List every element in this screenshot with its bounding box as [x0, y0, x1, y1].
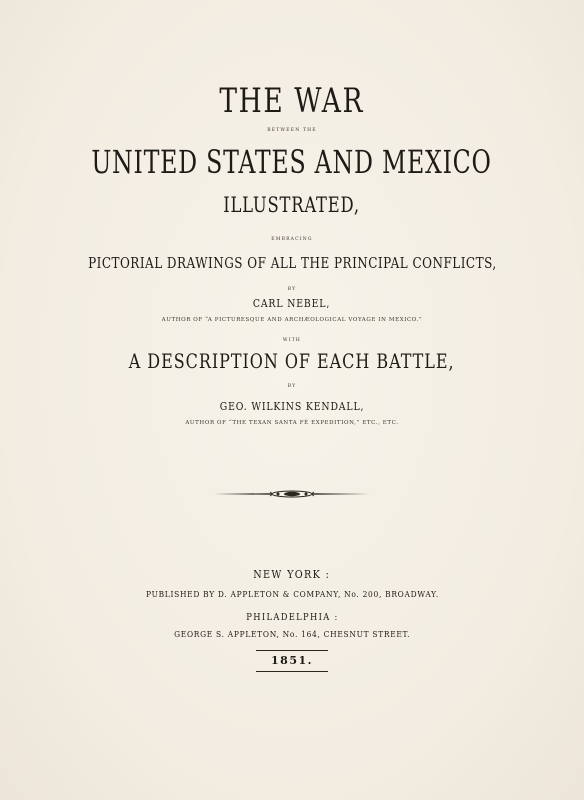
imprint-city-new-york: NEW YORK : — [253, 568, 331, 581]
year-rule-top — [256, 650, 328, 651]
description-heading: A DESCRIPTION OF EACH BATTLE, — [129, 349, 455, 373]
artist-name: CARL NEBEL, — [253, 297, 331, 310]
by-text-artist: BY — [287, 287, 297, 292]
imprint-city-philadelphia: PHILADELPHIA : — [245, 612, 339, 623]
with-text: WITH — [282, 338, 302, 343]
writer-credit: AUTHOR OF “THE TEXAN SANTA FÉ EXPEDITION,” ETC., ETC. — [185, 420, 399, 426]
between-the-text: BETWEEN THE — [267, 128, 317, 133]
by-text-writer: BY — [287, 384, 297, 389]
artist-credit: AUTHOR OF “A PICTURESQUE AND ARCHÆOLOGICAL VOYAGE IN MEXICO.” — [161, 317, 423, 323]
embracing-text: EMBRACING — [271, 237, 313, 242]
publication-year: 1851. — [271, 654, 313, 667]
year-rule-bottom — [256, 671, 328, 672]
title-united-states-and-mexico: UNITED STATES AND MEXICO — [91, 143, 493, 181]
ornament-divider-icon — [212, 487, 372, 501]
imprint-publisher-new-york: PUBLISHED BY D. APPLETON & COMPANY, No. 200, BROADWAY. — [145, 590, 439, 600]
writer-name: GEO. WILKINS KENDALL, — [219, 400, 365, 413]
title-the-war: THE WAR — [219, 81, 365, 121]
subtitle-pictorial-drawings: PICTORIAL DRAWINGS OF ALL THE PRINCIPAL CONFLICTS, — [87, 254, 497, 272]
imprint-publisher-philadelphia: GEORGE S. APPLETON, No. 164, CHESNUT STREET. — [173, 630, 411, 640]
title-illustrated: ILLUSTRATED, — [223, 193, 361, 217]
